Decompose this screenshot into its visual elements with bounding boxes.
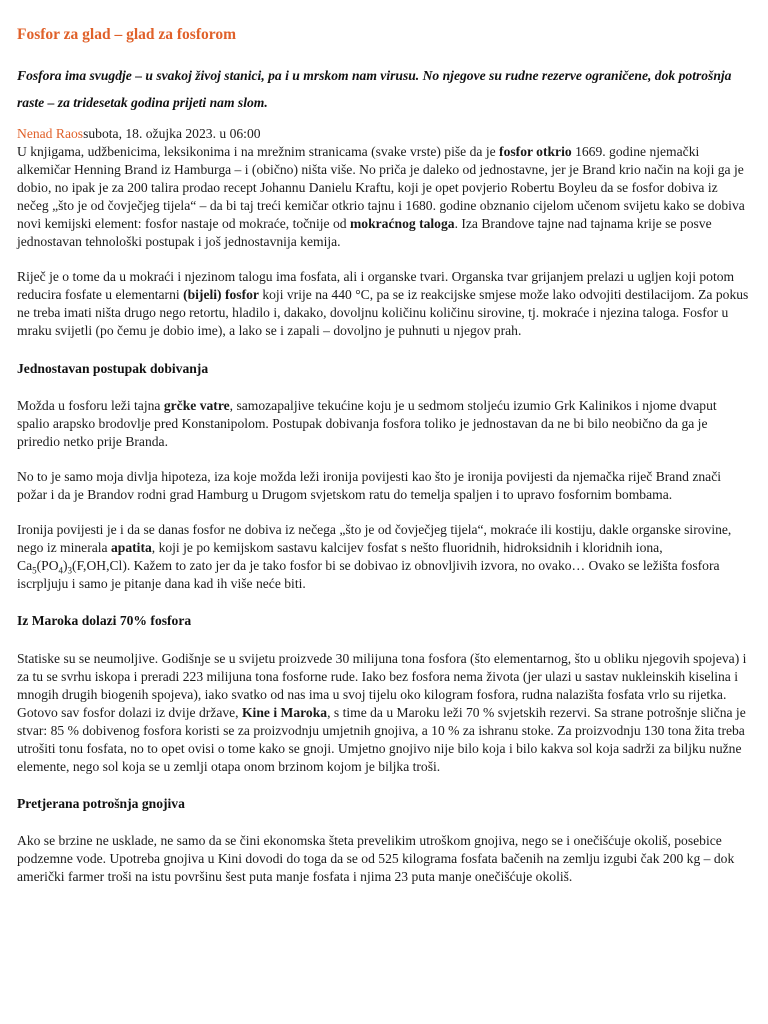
text-run: (PO — [36, 558, 59, 573]
text-run: 1669. godine njemački alkemičar Henning Brand iz Hamburga – i (obično) ništa više. No priča je daleko od jednostavne, jer je Brand krio način na koji ga je dobio, no ipak je za 200 talira prodao recept Johannu Danielu Kraftu, koji je opet povjerio Robertu Boyleu da se fosfor dobiva iz nečeg „što je od čovječjeg tijela“ – da bi taj treći kemičar otkrio tajnu i 1680. godine obznanio cijelom učenom svijetu kako se dobiva novi kemijski element: fosfor nastaje od mokraće, točnije od — [17, 144, 745, 231]
text-run: , samozapaljive tekućine koju je u sedmom stoljeću izumio Grk Kalinikos i njome dvaput spalio arapsko brodovlje pred Konstanipolom. Postupak dobivanja fosfora toliko je jednostavan da ne bi bilo neobično da ga je priredio netko prije Branda. — [17, 398, 717, 449]
section-heading: Jednostavan postupak dobivanja — [17, 361, 209, 376]
paragraph-7: Ako se brzine ne usklade, ne samo da se čini ekonomska šteta prevelikim utroškom gnojiva, nego se i onečišćuje okoliš, posebice podzemne vode. Upotreba gnojiva u Kini dovodi do toga da se od 525 kilograma fosfata bačenih na zemlju izgubi čak 200 kg – dok američki farmer troši na istu površinu šest puta manje fosfata i njima 23 puta manje onečišćuje okoliš. — [17, 833, 735, 884]
subscript: 3 — [67, 565, 73, 576]
text-run: . Iza Brandove tajne nad tajnama krije se posve jednostavan tehnološki postupak i još jednostavnija kemija. — [17, 216, 712, 249]
paragraph-2 — [17, 268, 752, 340]
text-run: , s time da u Maroku leži 70 % svjetskih rezervi. Sa strane potrošnje slična je stvar: 85 % dobivenog fosfora koristi se za proizvodnju umjetnih gnojiva, a 10 % za ishranu stoke. Za proizvodnju 130 tona žita treba utrošiti tonu fosfata, no to opet ovisi o tome kako se gnoji. Umjetno gnojivo nije bilo koja i bilo kakva sol koja sadrži za biljku nužne elemente, nego sol koja se u zemlji otapa onom brzinom kojom je biljka troši. — [17, 705, 746, 774]
text-run: koji vrije na 440 °C, pa se iz reakcijske smjese može lako odvojiti destilacijom. Za pokus ne treba imati ništa drugo nego retortu, hladilo i, dakako, dovoljnu količinu količinu sirovine, tj. mokraće i njezina taloga. Fosfor u mraku svijetli (po čemu je dobio ime), a lako se i zapali – dovoljno je puhnuti u njegov prah. — [17, 287, 749, 338]
bold-term: grčke vatre — [163, 398, 230, 413]
text-run: (F,OH,Cl). Kažem to zato jer da je tako fosfor bi se dobivao iz obnovljivih izvora, no ovako… Ovako se ležišta fosfora iscrpljuju i samo je pitanje dana kad ih više neće biti. — [17, 558, 720, 591]
article-lead: Fosfora ima svugdje – u svakoj živoj stanici, pa i u mrskom nam virusu. No njegove su rudne rezerve ograničene, dok potrošnja raste – za tridesetak godina prijeti nam slom. — [17, 68, 732, 110]
bold-term: (bijeli) fosfor — [183, 287, 259, 302]
article-title: Fosfor za glad – glad za fosforom — [17, 26, 236, 43]
section-heading: Iz Maroka dolazi 70% fosfora — [17, 613, 192, 628]
bold-term: fosfor otkrio — [499, 144, 572, 159]
text-run: , koji je po kemijskom sastavu kalcijev fosfat s nešto fluoridnih, hidroksidnih i kloridnih iona, Ca — [17, 540, 663, 573]
text-run: ) — [63, 558, 68, 573]
paragraph-1 — [17, 143, 752, 251]
author-link[interactable]: Nenad Raos — [17, 126, 84, 141]
text-run: Možda u fosforu leži tajna — [17, 398, 164, 413]
text-run: Riječ je o tome da u mokraći i njezinom talogu ima fosfata, ali i organske tvari. Organska tvar grijanjem prelazi u ugljen koji potom reducira fosfate u elementarni — [17, 269, 735, 302]
text-run: Ironija povijesti je i da se danas fosfor ne dobiva iz nečega „što je od čovječjeg tijela“, mokraće ili kostiju, dakle organske sirovine, nego iz minerala — [17, 522, 732, 555]
bold-term: Kine i Maroka — [241, 705, 328, 720]
paragraph-4: No to je samo moja divlja hipoteza, iza koje možda leži ironija povijesti kao što je ironija povijesti da njemačka riječ Brand znači požar i da je Brandov rodni grad Hamburg u Drugom svjetskom ratu do temelja spaljen i to upravo fosfornim bombama. — [17, 469, 722, 502]
paragraph-5 — [17, 521, 752, 593]
paragraph-6 — [17, 650, 752, 776]
publish-date: subota, 18. ožujka 2023. u 06:00 — [83, 126, 261, 141]
byline — [17, 125, 752, 143]
bold-term: mokraćnog taloga — [349, 216, 455, 231]
subscript: 4 — [58, 565, 64, 576]
paragraph-3 — [17, 397, 752, 451]
section-heading: Pretjerana potrošnja gnojiva — [17, 796, 185, 811]
bold-term: apatita — [110, 540, 152, 555]
subscript: 5 — [32, 565, 37, 576]
text-run: U knjigama, udžbenicima, leksikonima i na mrežnim stranicama (svake vrste) piše da je — [17, 144, 500, 159]
text-run: Statiske su se neumoljive. Godišnje se u svijetu proizvede 30 milijuna tona fosfora (što elementarnog, što u obliku njegovih spojeva) i za tu se svrhu iskopa i preradi 223 milijuna tona fosforne rude. Iako bez fosfora nema života (jer ulazi u sastav nukleinskih kiselina i mnogih drugih biogenih spojeva), iako svatko od nas ima u svoj tijelu oko kilogram fosfora, rudna nalazišta fosfata vrlo su rijetka. Gotovo sav fosfor dolazi iz dvije države, — [17, 651, 747, 720]
